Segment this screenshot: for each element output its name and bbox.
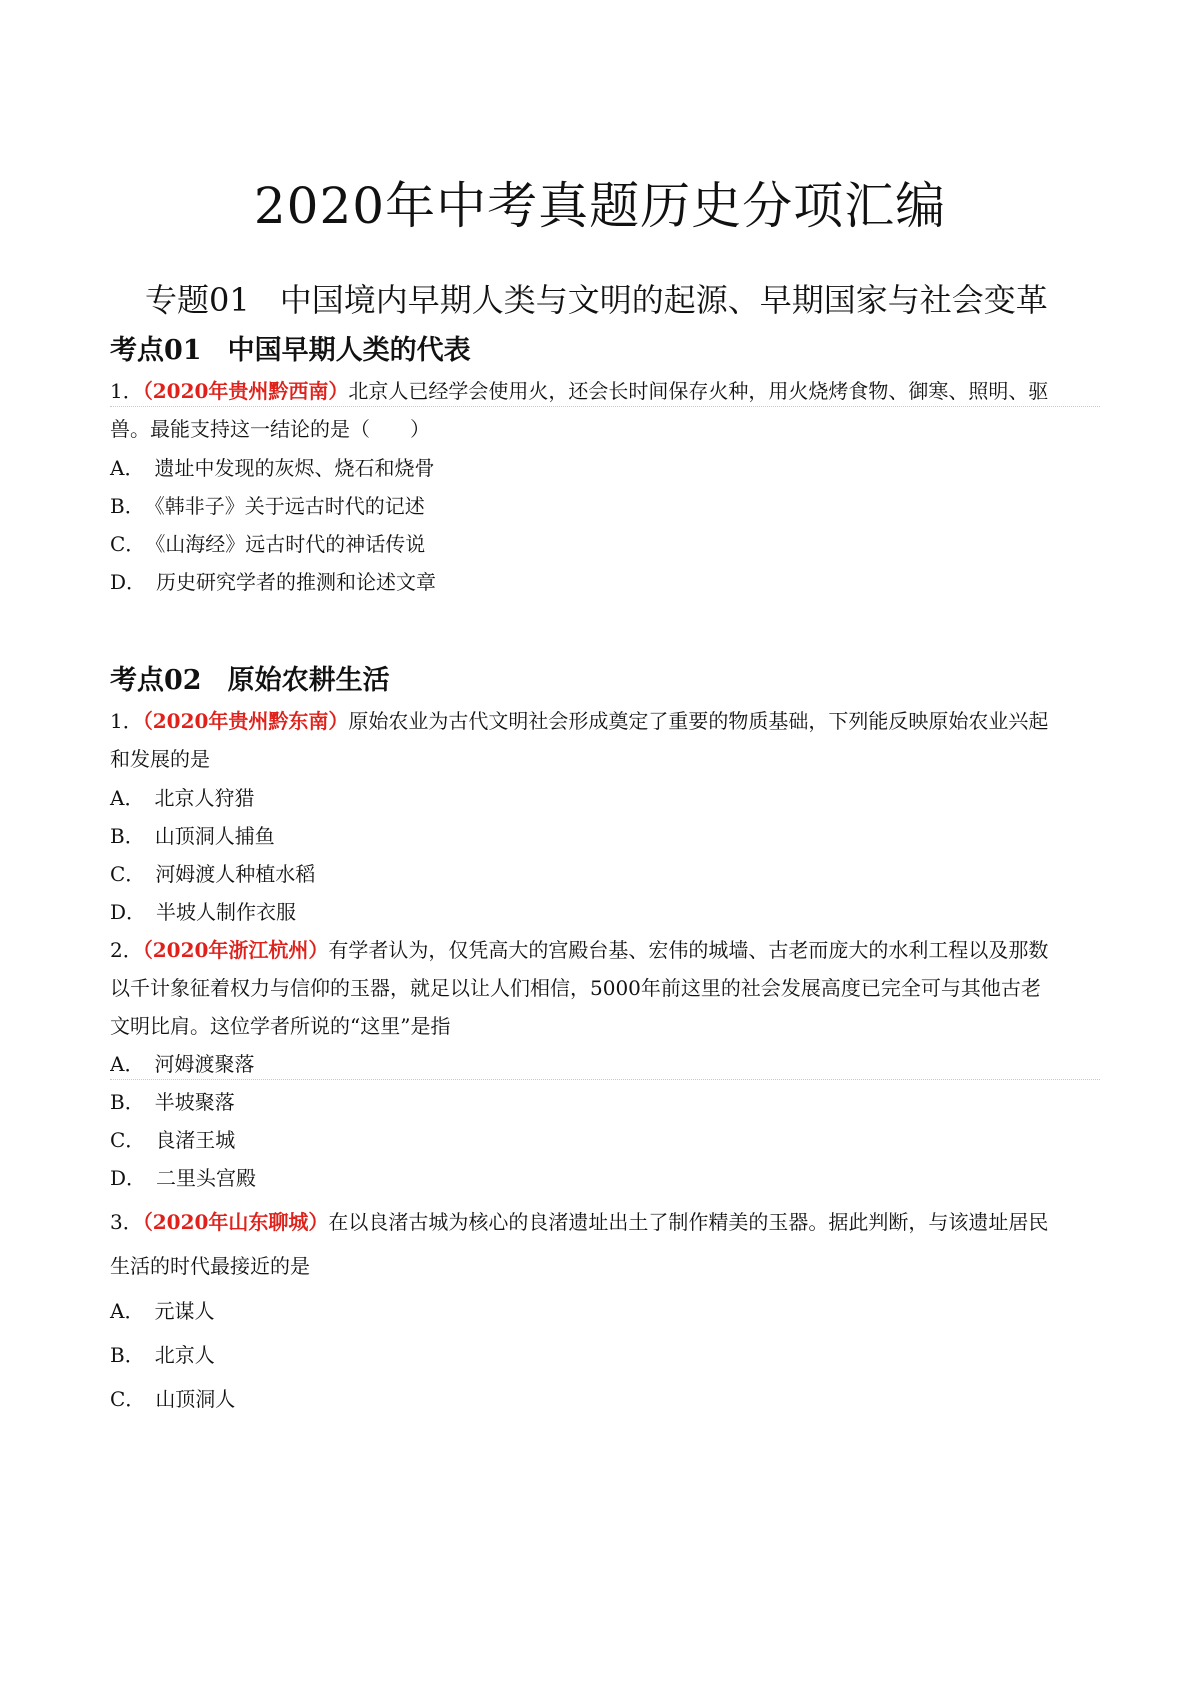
section-heading <box>110 664 390 698</box>
option-letter: C． <box>110 532 146 556</box>
section-name: 中国早期人类的代表 <box>227 335 471 366</box>
option-text: 遗址中发现的灰烬、烧石和烧骨 <box>154 456 435 480</box>
option-letter: B． <box>110 1090 145 1114</box>
option-letter: C． <box>110 1387 146 1411</box>
option-text: 北京人狩猎 <box>154 786 255 810</box>
option-letter: B． <box>110 494 145 518</box>
option-letter: C． <box>110 1128 146 1152</box>
option-letter: B． <box>110 824 145 848</box>
section-name: 原始农耕生活 <box>227 665 390 696</box>
question-text-continued: 生活的时代最接近的是 <box>110 1254 310 1278</box>
question-text-continued: 和发展的是 <box>110 747 210 771</box>
answer-option <box>110 567 436 597</box>
option-text: 《山海经》远古时代的神话传说 <box>155 532 426 556</box>
answer-option <box>110 859 315 889</box>
question-source: （2020年贵州黔西南） <box>142 379 349 403</box>
option-text: 半坡聚落 <box>154 1090 235 1114</box>
option-letter: A． <box>110 456 145 480</box>
option-text: 半坡人制作衣服 <box>156 900 297 924</box>
answer-option <box>110 1296 214 1326</box>
option-text: 河姆渡人种植水稻 <box>155 862 316 886</box>
question-line: 有学者认为，仅凭高大的宫殿台基、宏伟的城墙、古老而庞大的水利工程以及那数 <box>328 938 1049 962</box>
answer-option <box>110 783 254 813</box>
answer-option <box>110 491 425 521</box>
answer-option <box>110 1163 256 1193</box>
question-number: 3． <box>110 1210 143 1234</box>
option-letter: D． <box>110 570 147 594</box>
question-text <box>110 935 1100 965</box>
question-source: （2020年贵州黔东南） <box>142 709 349 733</box>
option-letter: A． <box>110 786 145 810</box>
option-text: 元谋人 <box>154 1299 215 1323</box>
section-label: 考点01 <box>110 335 202 366</box>
question-line: 原始农业为古代文明社会形成奠定了重要的物质基础，下列能反映原始农业兴起 <box>348 709 1049 733</box>
question-number: 1． <box>110 709 143 733</box>
answer-option <box>110 453 434 483</box>
answer-option <box>110 1049 1100 1080</box>
section-label: 考点02 <box>110 665 202 696</box>
document-title: 2020年中考真题历史分项汇编 <box>253 177 947 235</box>
question-text-continued: 文明比肩。这位学者所说的“这里”是指 <box>110 1014 451 1038</box>
topic-subtitle <box>145 280 1125 320</box>
option-text: 良渚王城 <box>155 1128 236 1152</box>
question-text <box>110 376 1100 407</box>
option-text: 山顶洞人 <box>155 1387 236 1411</box>
topic-label: 专题01 <box>145 281 250 319</box>
option-letter: D． <box>110 1166 147 1190</box>
question-source: （2020年浙江杭州） <box>142 938 329 962</box>
answer-option <box>110 1340 215 1370</box>
option-text: 《韩非子》关于远古时代的记述 <box>154 494 425 518</box>
question-text <box>110 706 1100 736</box>
question-line: 在以良渚古城为核心的良渚遗址出土了制作精美的玉器。据此判断，与该遗址居民 <box>328 1210 1049 1234</box>
option-text: 河姆渡聚落 <box>154 1052 255 1076</box>
question-source: （2020年山东聊城） <box>142 1210 329 1234</box>
option-text: 历史研究学者的推测和论述文章 <box>156 570 437 594</box>
option-text: 北京人 <box>154 1343 215 1367</box>
option-text: 二里头宫殿 <box>156 1166 257 1190</box>
topic-name: 中国境内早期人类与文明的起源、早期国家与社会变革 <box>279 281 1048 319</box>
question-text <box>110 1207 1100 1237</box>
answer-option <box>110 529 425 559</box>
option-letter: D． <box>110 900 147 924</box>
option-letter: A． <box>110 1299 145 1323</box>
option-text: 山顶洞人捕鱼 <box>154 824 275 848</box>
answer-option <box>110 1125 235 1155</box>
option-letter: C． <box>110 862 146 886</box>
question-number: 2． <box>110 938 143 962</box>
answer-option <box>110 821 275 851</box>
question-number: 1． <box>110 379 143 403</box>
question-text-continued: 以千计象征着权力与信仰的玉器，就足以让人们相信，5000年前这里的社会发展高度已完全可与其他古老 <box>110 976 1041 1000</box>
section-heading <box>110 334 471 368</box>
answer-option <box>110 1384 235 1414</box>
question-line: 北京人已经学会使用火，还会长时间保存火种，用火烧烤食物、御寒、照明、驱 <box>348 379 1049 403</box>
option-letter: B． <box>110 1343 145 1367</box>
answer-option <box>110 897 296 927</box>
answer-option <box>110 1087 235 1117</box>
question-text-continued: 兽。最能支持这一结论的是（ ） <box>110 417 430 441</box>
option-letter: A． <box>110 1052 145 1076</box>
